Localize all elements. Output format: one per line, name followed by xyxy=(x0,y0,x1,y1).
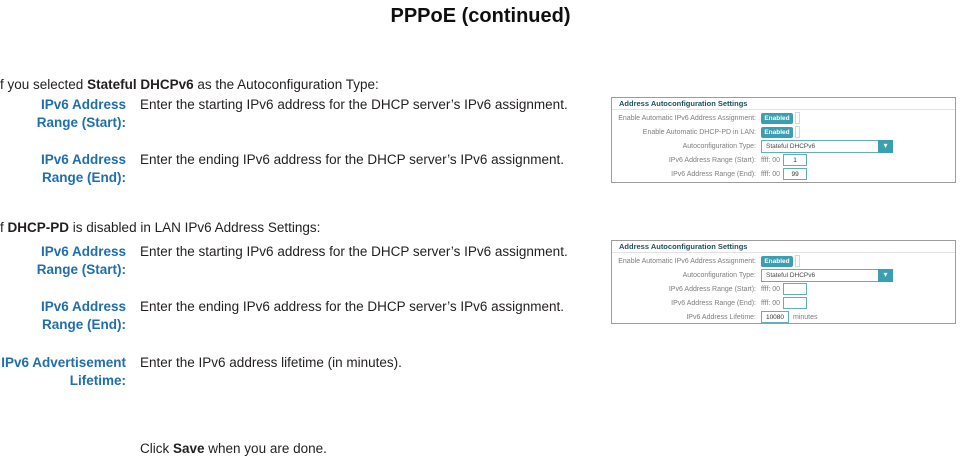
intro-bold-term: DHCP-PD xyxy=(7,219,70,235)
enabled-toggle-button[interactable]: Enabled xyxy=(761,113,793,124)
enabled-toggle-button[interactable]: Enabled xyxy=(761,256,793,267)
ipv6-range-start-input[interactable] xyxy=(783,154,807,166)
panel-body xyxy=(612,110,955,181)
address-prefix: ffff: 00 xyxy=(761,285,781,293)
save-bold-term: Save xyxy=(173,440,205,456)
panel-row-label: IPv6 Address Lifetime: xyxy=(686,313,756,321)
intro-paragraph-2 xyxy=(0,219,320,237)
panel-row-label: Autoconfiguration Type: xyxy=(682,142,756,150)
panel-row xyxy=(612,153,955,167)
panel-row xyxy=(612,111,955,125)
panel-row xyxy=(612,125,955,139)
settings-panel-stateful-dhcpv6 xyxy=(611,97,956,183)
panel-row-label: IPv6 Address Range (End): xyxy=(671,170,756,178)
panel-row-label: IPv6 Address Range (End): xyxy=(671,299,756,307)
ipv6-range-start-input[interactable] xyxy=(783,283,807,295)
save-note-text: Click xyxy=(140,440,173,456)
toggle-stub xyxy=(795,126,800,138)
field-description: Enter the starting IPv6 address for the DHCP server’s IPv6 assignment. xyxy=(140,97,568,112)
doc-row xyxy=(0,298,610,334)
address-prefix: ffff: 00 xyxy=(761,156,781,164)
doc-row xyxy=(0,96,610,132)
field-label: IPv6 Address Range (Start): xyxy=(36,244,126,277)
intro-text: as the Autoconfiguration Type: xyxy=(193,76,379,92)
chevron-down-icon: ▾ xyxy=(878,140,893,153)
panel-body xyxy=(612,253,955,324)
panel-row xyxy=(612,167,955,181)
panel-header: Address Autoconfiguration Settings xyxy=(612,98,955,110)
panel-row-label: IPv6 Address Range (Start): xyxy=(668,285,756,293)
select-value: Stateful DHCPv6 xyxy=(766,142,816,150)
panel-header: Address Autoconfiguration Settings xyxy=(612,241,955,253)
panel-row-label: Autoconfiguration Type: xyxy=(682,271,756,279)
chevron-down-icon: ▾ xyxy=(878,269,893,282)
save-note-text: when you are done. xyxy=(204,440,327,456)
doc-row xyxy=(0,243,610,279)
ipv6-range-end-input[interactable] xyxy=(783,168,807,180)
field-label: IPv6 Address Range (Start): xyxy=(36,97,126,130)
address-prefix: ffff: 00 xyxy=(761,170,781,178)
field-label: IPv6 Address Range (End): xyxy=(40,299,126,332)
panel-row xyxy=(612,310,955,324)
intro-bold-term: Stateful DHCPv6 xyxy=(87,76,194,92)
save-note xyxy=(140,441,327,456)
panel-row xyxy=(612,268,955,282)
field-description: Enter the IPv6 address lifetime (in minutes). xyxy=(140,355,402,370)
settings-panel-dhcp-pd-disabled xyxy=(611,240,956,324)
minutes-suffix-label: minutes xyxy=(793,313,818,321)
field-label: IPv6 Address Range (End): xyxy=(40,152,126,185)
ipv6-range-end-input[interactable] xyxy=(783,297,807,309)
intro-paragraph-1 xyxy=(0,76,379,94)
toggle-stub xyxy=(795,255,800,267)
intro-text: f you selected xyxy=(0,76,88,92)
page-title: PPPoE (continued) xyxy=(390,5,571,27)
field-description: Enter the ending IPv6 address for the DHCP server’s IPv6 assignment. xyxy=(140,299,564,314)
field-description: Enter the ending IPv6 address for the DHCP server’s IPv6 assignment. xyxy=(140,152,564,167)
field-description: Enter the starting IPv6 address for the DHCP server’s IPv6 assignment. xyxy=(140,244,568,259)
panel-row xyxy=(612,254,955,268)
panel-row xyxy=(612,282,955,296)
field-label: IPv6 Advertisement Lifetime: xyxy=(1,355,126,388)
intro-text: f xyxy=(0,219,8,235)
address-prefix: ffff: 00 xyxy=(761,299,781,307)
doc-row xyxy=(0,151,610,187)
enabled-toggle-button[interactable]: Enabled xyxy=(761,127,793,138)
panel-row xyxy=(612,139,955,153)
panel-row-label: Enable Automatic IPv6 Address Assignment: xyxy=(618,257,756,265)
doc-row xyxy=(0,354,610,390)
panel-row-label: Enable Automatic DHCP-PD in LAN: xyxy=(642,128,756,136)
toggle-stub xyxy=(795,112,800,124)
panel-row-label: Enable Automatic IPv6 Address Assignment: xyxy=(618,114,756,122)
select-value: Stateful DHCPv6 xyxy=(766,271,816,279)
ipv6-lifetime-input[interactable] xyxy=(761,311,789,323)
autoconfig-type-select[interactable] xyxy=(761,269,893,282)
intro-text: is disabled in LAN IPv6 Address Settings: xyxy=(69,219,321,235)
autoconfig-type-select[interactable] xyxy=(761,140,893,153)
panel-row-label: IPv6 Address Range (Start): xyxy=(668,156,756,164)
panel-row xyxy=(612,296,955,310)
